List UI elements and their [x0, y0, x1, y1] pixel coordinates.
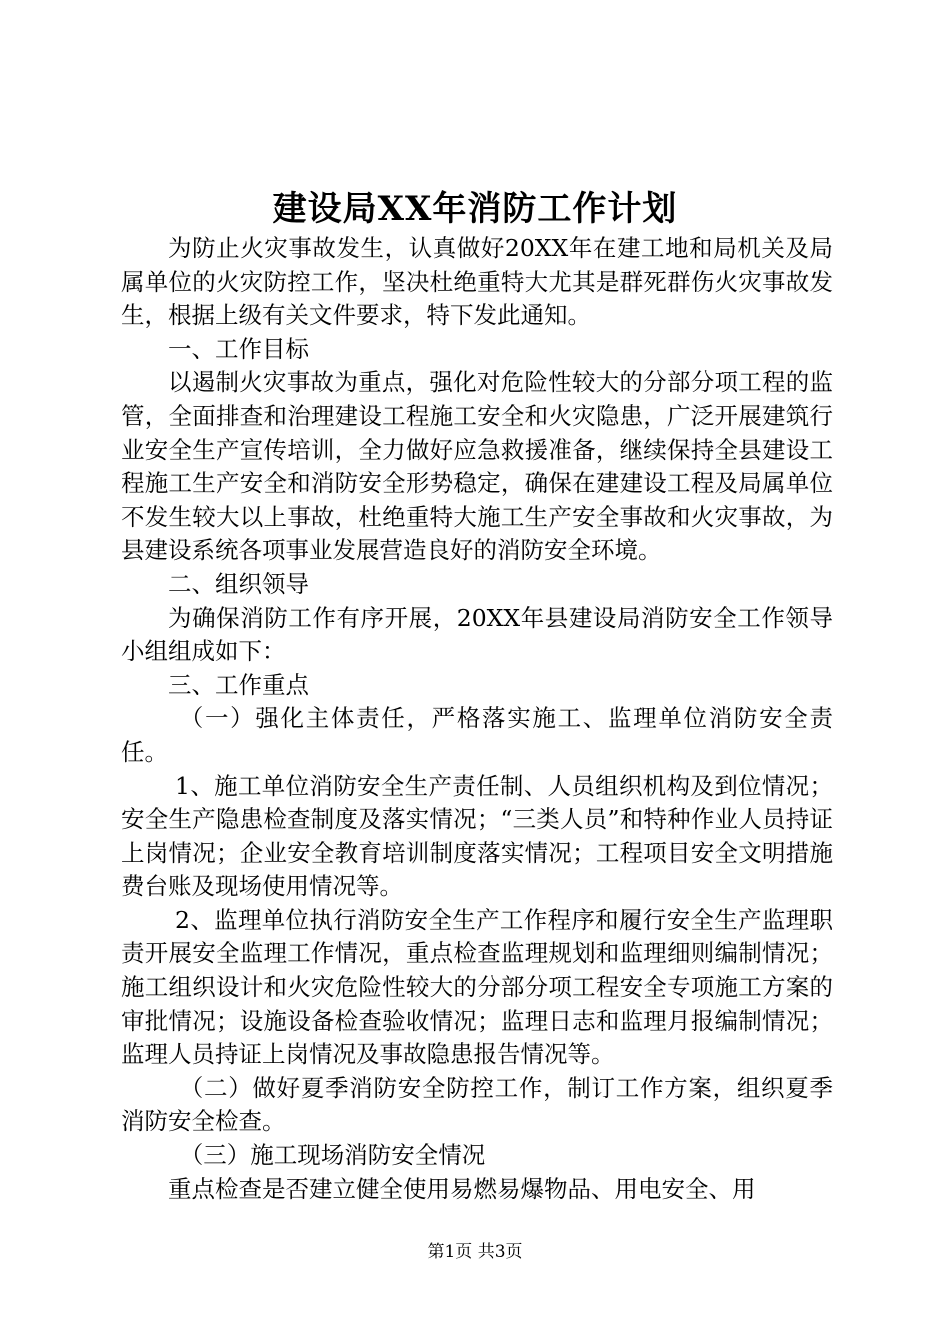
focus-item-3: （三）施工现场消防安全情况 [179, 1141, 486, 1170]
page-number: 第1页 共3页 [427, 1242, 523, 1262]
organization-paragraph: 为确保消防工作有序开展，20XX年县建设局消防安全工作领导小组组成如下： [121, 603, 833, 666]
section-heading-goals: 一、工作目标 [168, 334, 309, 363]
section-heading-focus: 三、工作重点 [168, 670, 309, 699]
intro-paragraph: 为防止火灾事故发生，认真做好20XX年在建工地和局机关及局属单位的火灾防控工作，坚决杜绝重特大尤其是群死群伤火灾事故发生，根据上级有关文件要求，特下发此通知。 [121, 234, 833, 330]
focus-subitem-2: 2、监理单位执行消防安全生产工作程序和履行安全生产监理职责开展安全监理工作情况，重点检查监理规划和监理细则编制情况；施工组织设计和火灾危险性较大的分部分项工程安全专项施工方案的审批情况；设施设备检查验收情况；监理日志和监理月报编制情况；监理人员持证上岗情况及事故隐患报告情况等。 [121, 905, 833, 1069]
document-body [121, 232, 833, 1206]
goals-paragraph: 以遏制火灾事故为重点，强化对危险性较大的分部分项工程的监管，全面排查和治理建设工程施工安全和火灾隐患，广泛开展建筑行业安全生产宣传培训，全力做好应急救援准备，继续保持全县建设工程施工生产安全和消防安全形势稳定，确保在建建设工程及局属单位不发生较大以上事故，杜绝重特大施工生产安全事故和火灾事故，为县建设系统各项事业发展营造良好的消防安全环境。 [121, 368, 833, 565]
focus-item-1: （一）强化主体责任，严格落实施工、监理单位消防安全责任。 [121, 704, 833, 766]
document-title: 建设局XX年消防工作计划 [272, 189, 678, 229]
focus-item-2: （二）做好夏季消防安全防控工作，制订工作方案，组织夏季消防安全检查。 [121, 1073, 833, 1136]
inspection-paragraph: 重点检查是否建立健全使用易燃易爆物品、用电安全、用 [168, 1174, 756, 1203]
focus-subitem-1: 1、施工单位消防安全生产责任制、人员组织机构及到位情况；安全生产隐患检查制度及落实情况；“三类人员”和特种作业人员持证上岗情况；企业安全教育培训制度落实情况；工程项目安全文明措施费台账及现场使用情况等。 [121, 771, 833, 901]
section-heading-organization: 二、组织领导 [168, 569, 309, 598]
